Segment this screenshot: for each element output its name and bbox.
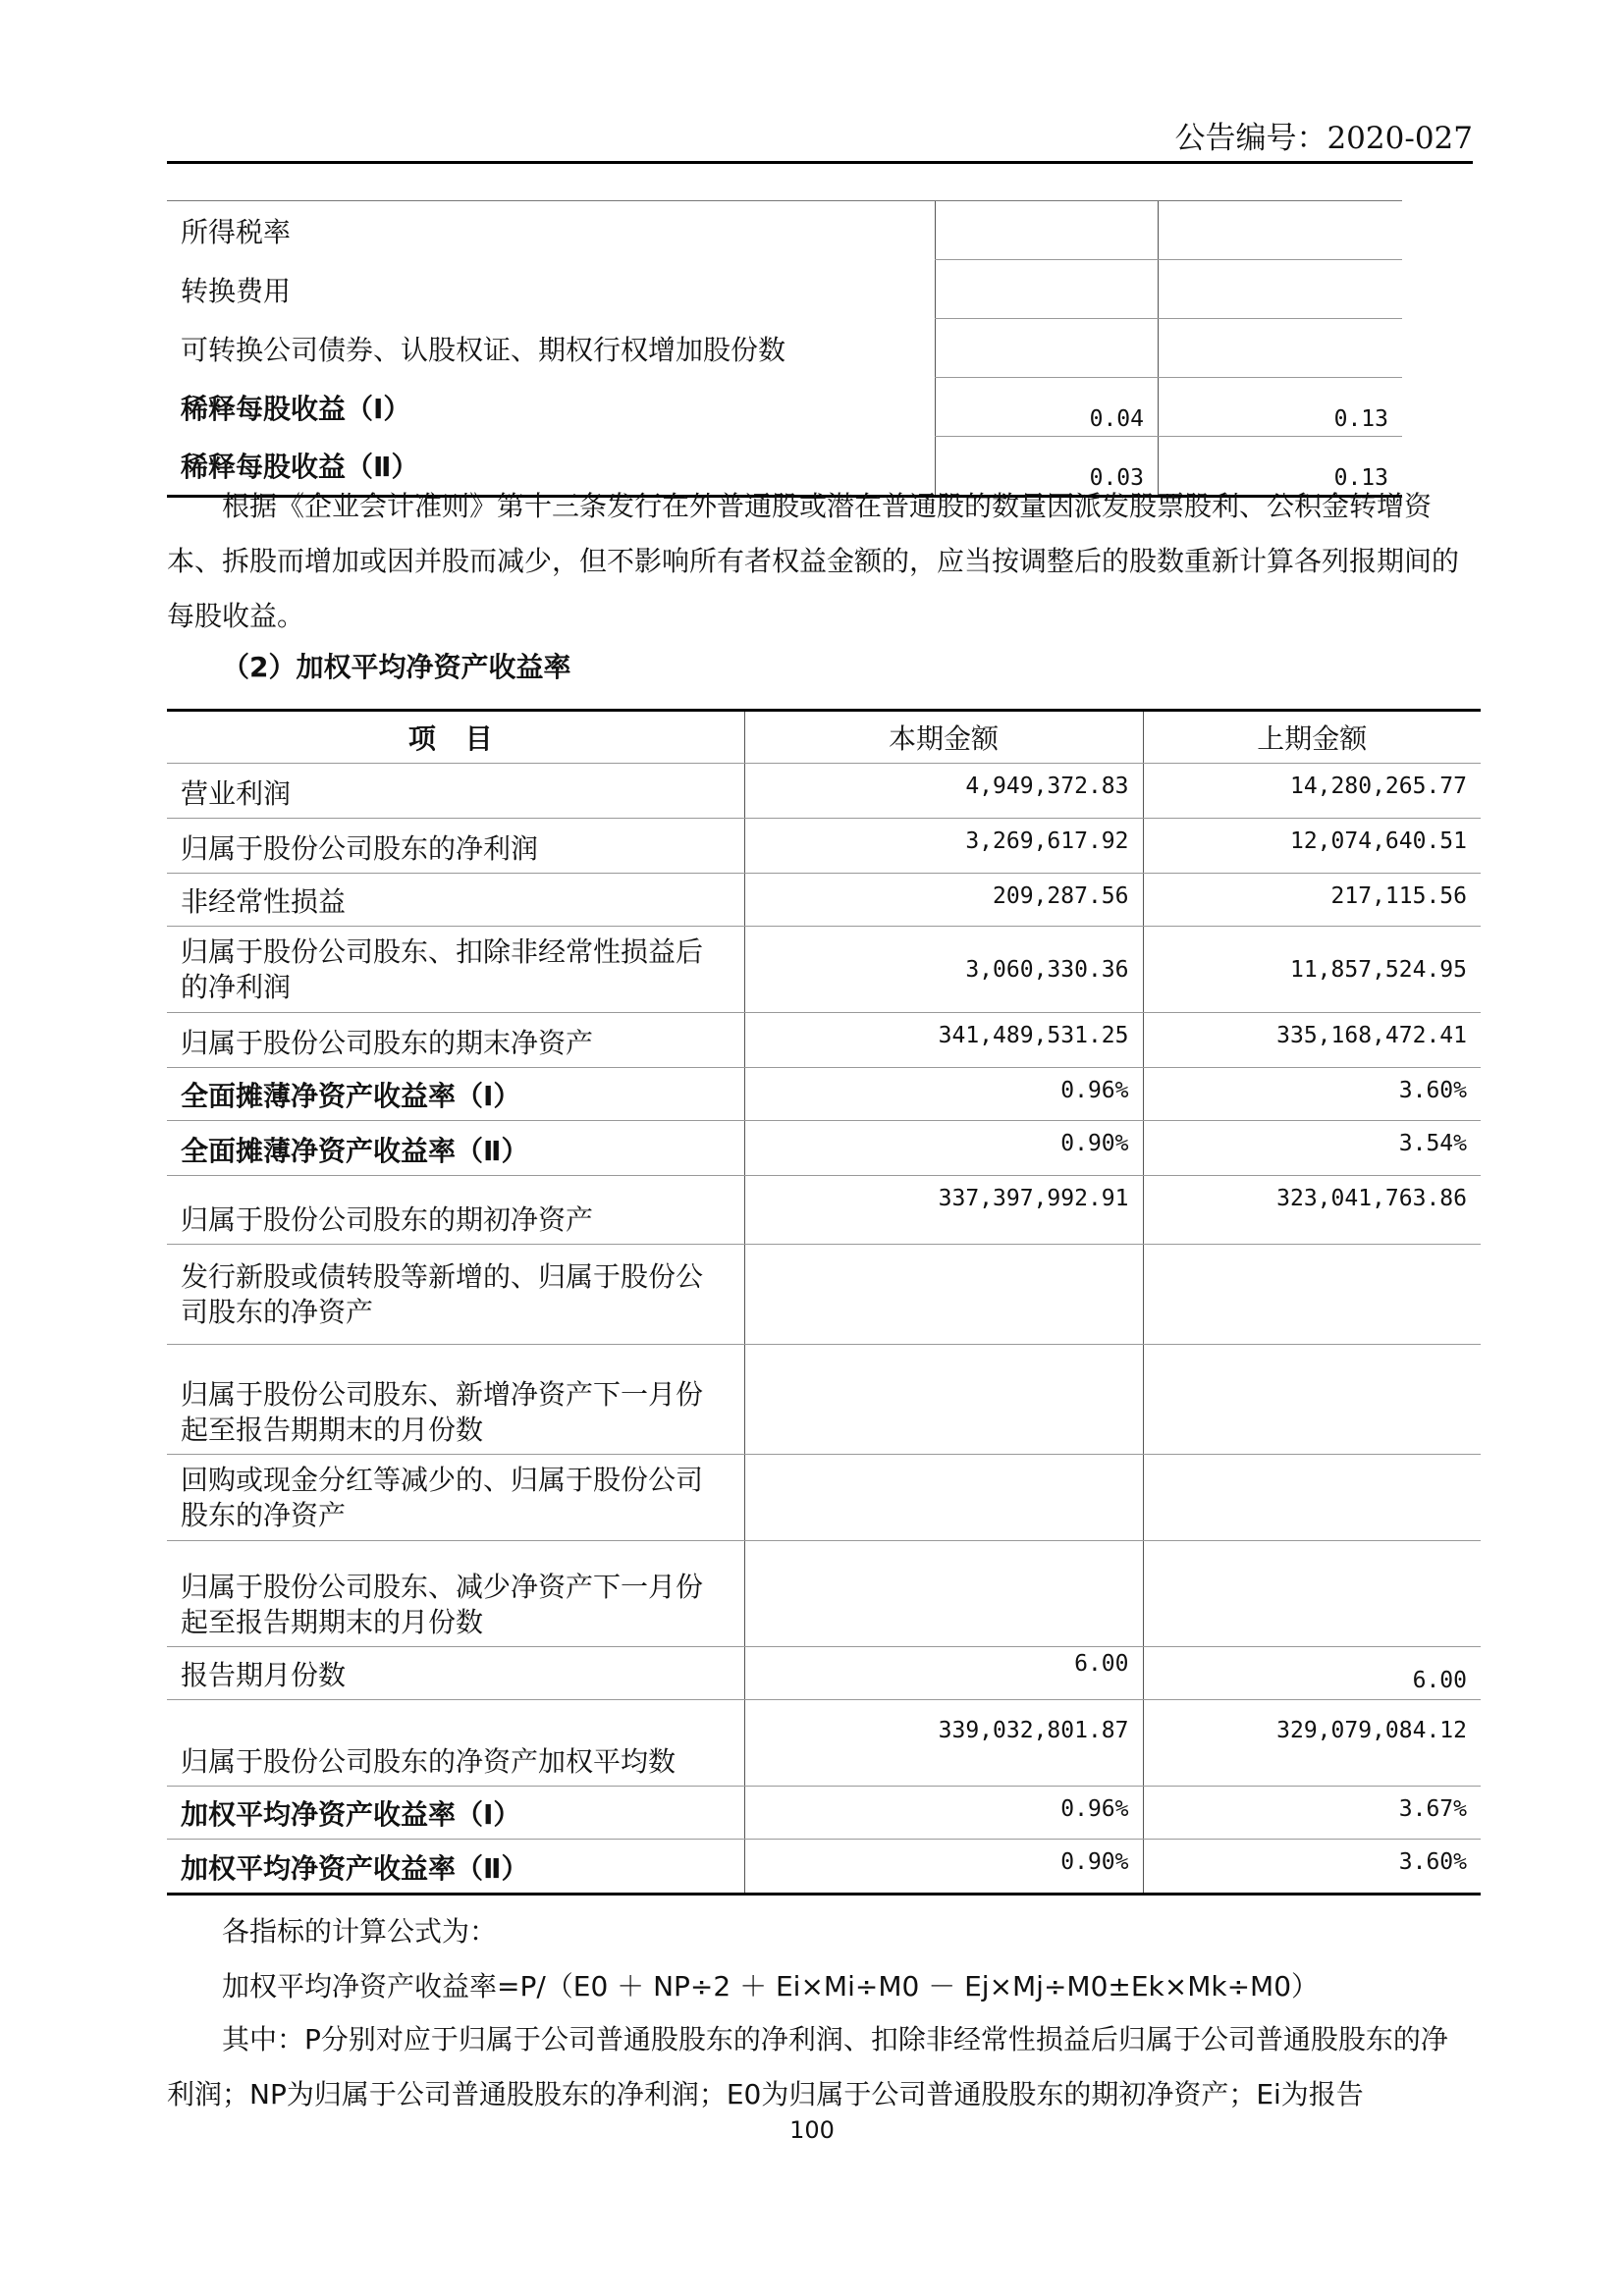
previous-value bbox=[1143, 1345, 1481, 1455]
row-label: 稀释每股收益（Ⅱ） bbox=[181, 451, 419, 484]
previous-value: 0.13 bbox=[1159, 437, 1403, 497]
table-row bbox=[167, 1455, 1481, 1541]
previous-value bbox=[1143, 1541, 1481, 1647]
table-row bbox=[167, 1245, 1481, 1345]
row-label: 加权平均净资产收益率（Ⅱ） bbox=[167, 1840, 744, 1895]
table-row bbox=[167, 1541, 1481, 1647]
table-row bbox=[167, 1787, 1481, 1840]
previous-value bbox=[1143, 1455, 1481, 1541]
row-label: 全面摊薄净资产收益率（Ⅰ） bbox=[167, 1068, 744, 1121]
current-value: 0.96% bbox=[744, 1787, 1143, 1840]
row-label: 发行新股或债转股等新增的、归属于股份公司股东的净资产 bbox=[167, 1245, 744, 1345]
current-value: 339,032,801.87 bbox=[744, 1700, 1143, 1787]
current-value bbox=[744, 1455, 1143, 1541]
row-label: 可转换公司债券、认股权证、期权行权增加股份数 bbox=[181, 333, 786, 366]
current-value: 341,489,531.25 bbox=[744, 1013, 1143, 1068]
current-value: 209,287.56 bbox=[744, 874, 1143, 927]
table-row bbox=[167, 1647, 1481, 1700]
current-value: 6.00 bbox=[744, 1647, 1143, 1700]
table-row bbox=[167, 1068, 1481, 1121]
header-current-period: 本期金额 bbox=[744, 711, 1143, 764]
row-label: 归属于股份公司股东、扣除非经常性损益后的净利润 bbox=[167, 927, 744, 1013]
table-row bbox=[167, 1700, 1481, 1787]
previous-value: 12,074,640.51 bbox=[1143, 819, 1481, 874]
previous-value bbox=[1159, 201, 1403, 260]
previous-value bbox=[1143, 1245, 1481, 1345]
roe-formula: 加权平均净资产收益率=P/（E0 ＋ NP÷2 ＋ Ei×Mi÷M0 － Ej×Mj÷M0±Ek×Mk÷M0） bbox=[222, 1970, 1320, 2002]
row-label: 加权平均净资产收益率（Ⅰ） bbox=[167, 1787, 744, 1840]
section-title: （2）加权平均净资产收益率 bbox=[222, 651, 571, 683]
row-label: 归属于股份公司股东的净利润 bbox=[167, 819, 744, 874]
row-label: 回购或现金分红等减少的、归属于股份公司股东的净资产 bbox=[167, 1455, 744, 1541]
previous-value: 3.60% bbox=[1143, 1068, 1481, 1121]
table-row bbox=[167, 1121, 1481, 1176]
eps-adjustment-paragraph: 根据《企业会计准则》第十三条发行在外普通股或潜在普通股的数量因派发股票股利、公积金转增资本、拆股而增加或因并股而减少，但不影响所有者权益金额的，应当按调整后的股数重新计算各列报期间的每股收益。 bbox=[167, 490, 1460, 632]
row-label: 营业利润 bbox=[167, 764, 744, 819]
previous-value: 0.13 bbox=[1159, 378, 1403, 437]
previous-value: 6.00 bbox=[1143, 1647, 1481, 1700]
previous-value: 323,041,763.86 bbox=[1143, 1176, 1481, 1245]
table-row bbox=[167, 874, 1481, 927]
table-row bbox=[167, 764, 1481, 819]
diluted-eps-table bbox=[167, 200, 1402, 498]
header-previous-period: 上期金额 bbox=[1143, 711, 1481, 764]
current-value bbox=[936, 319, 1159, 378]
previous-value: 3.60% bbox=[1143, 1840, 1481, 1895]
header-item: 项 目 bbox=[167, 711, 744, 764]
table-row bbox=[167, 260, 1402, 319]
table-row bbox=[167, 319, 1402, 378]
current-value bbox=[936, 201, 1159, 260]
current-value: 3,060,330.36 bbox=[744, 927, 1143, 1013]
table-row bbox=[167, 1013, 1481, 1068]
current-value: 0.04 bbox=[936, 378, 1159, 437]
row-label: 归属于股份公司股东的期末净资产 bbox=[167, 1013, 744, 1068]
current-value bbox=[744, 1245, 1143, 1345]
current-value bbox=[744, 1541, 1143, 1647]
row-label: 归属于股份公司股东的净资产加权平均数 bbox=[167, 1700, 744, 1787]
table-row bbox=[167, 1176, 1481, 1245]
row-label: 归属于股份公司股东、新增净资产下一月份起至报告期期末的月份数 bbox=[167, 1345, 744, 1455]
announcement-number: 公告编号：2020-027 bbox=[167, 116, 1473, 164]
current-value: 3,269,617.92 bbox=[744, 819, 1143, 874]
table-row bbox=[167, 927, 1481, 1013]
page-number: 100 bbox=[789, 2116, 835, 2144]
row-label: 归属于股份公司股东的期初净资产 bbox=[167, 1176, 744, 1245]
formula-explanation-paragraph: 其中：P分别对应于归属于公司普通股股东的净利润、扣除非经常性损益后归属于公司普通股股东的净利润；NP为归属于公司普通股股东的净利润；E0为归属于公司普通股股东的期初净资产；Ei为报告 bbox=[167, 2023, 1448, 2110]
previous-value: 11,857,524.95 bbox=[1143, 927, 1481, 1013]
current-value: 0.90% bbox=[744, 1121, 1143, 1176]
row-label: 报告期月份数 bbox=[167, 1647, 744, 1700]
previous-value: 14,280,265.77 bbox=[1143, 764, 1481, 819]
current-value bbox=[936, 260, 1159, 319]
previous-value: 3.67% bbox=[1143, 1787, 1481, 1840]
current-value: 0.03 bbox=[936, 437, 1159, 497]
row-label: 归属于股份公司股东、减少净资产下一月份起至报告期期末的月份数 bbox=[167, 1541, 744, 1647]
row-label: 非经常性损益 bbox=[167, 874, 744, 927]
table-row bbox=[167, 1840, 1481, 1895]
previous-value bbox=[1159, 319, 1403, 378]
table-row bbox=[167, 378, 1402, 437]
row-label: 全面摊薄净资产收益率（Ⅱ） bbox=[167, 1121, 744, 1176]
table-row bbox=[167, 1345, 1481, 1455]
current-value bbox=[744, 1345, 1143, 1455]
previous-value: 335,168,472.41 bbox=[1143, 1013, 1481, 1068]
table-row bbox=[167, 819, 1481, 874]
current-value: 337,397,992.91 bbox=[744, 1176, 1143, 1245]
row-label: 所得税率 bbox=[167, 201, 936, 260]
table-row bbox=[167, 201, 1402, 260]
current-value: 4,949,372.83 bbox=[744, 764, 1143, 819]
table-header-row bbox=[167, 711, 1481, 764]
previous-value bbox=[1159, 260, 1403, 319]
row-label: 稀释每股收益（Ⅰ） bbox=[181, 392, 411, 425]
row-label: 转换费用 bbox=[181, 274, 292, 307]
previous-value: 329,079,084.12 bbox=[1143, 1700, 1481, 1787]
weighted-roe-table bbox=[167, 709, 1481, 1896]
current-value: 0.96% bbox=[744, 1068, 1143, 1121]
formula-intro: 各指标的计算公式为： bbox=[222, 1915, 498, 1948]
current-value: 0.90% bbox=[744, 1840, 1143, 1895]
previous-value: 217,115.56 bbox=[1143, 874, 1481, 927]
previous-value: 3.54% bbox=[1143, 1121, 1481, 1176]
